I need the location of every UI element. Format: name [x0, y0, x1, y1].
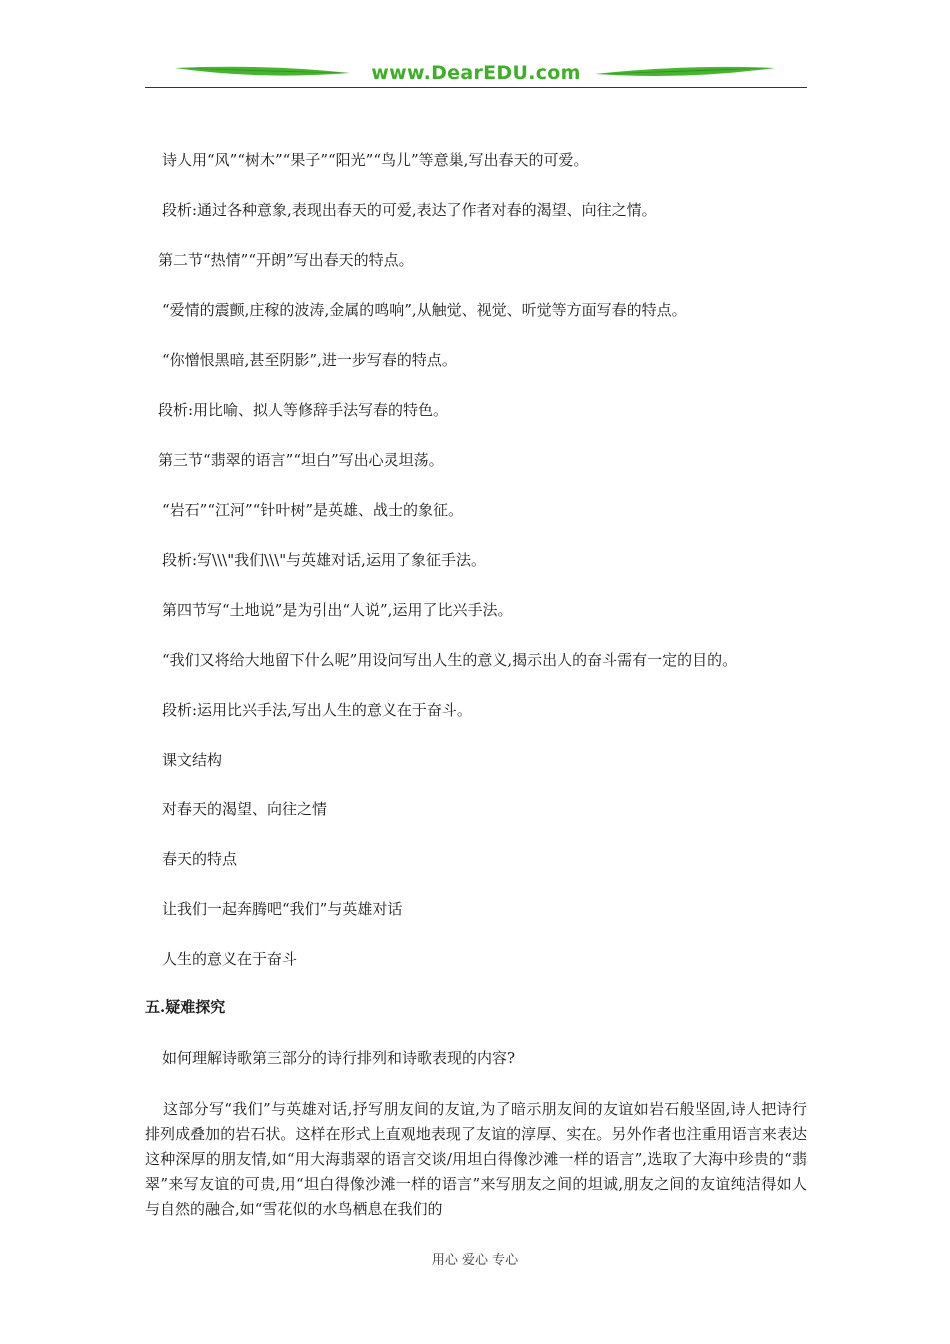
question-text: 如何理解诗歌第三部分的诗行排列和诗歌表现的内容?	[162, 1049, 516, 1067]
text-line: 段析:运用比兴手法,写出人生的意义在于奋斗。	[162, 701, 472, 719]
text-line: “你憎恨黑暗,甚至阴影”,进一步写春的特点。	[162, 351, 457, 369]
text-line: 段析:写\\\"我们\\\"与英雄对话,运用了象征手法。	[162, 551, 486, 569]
body-paragraph: 这部分写“我们”与英雄对话,抒写朋友间的友谊,为了暗示朋友间的友谊如岩石般坚固,诗人把诗行排列成叠加的岩石状。这样在形式上直观地表现了友谊的淳厚、实在。另外作者也注重用语言来表达这种深厚的朋友情,如“用大海翡翠的语言交谈/用坦白得像沙滩一样的语言”,选取了大海中珍贵的“翡翠”来写友谊的可贵,用“坦白得像沙滩一样的语言”来写朋友之间的坦诚,朋友之间的友谊纯洁得如人与自然的融合,如“雪花似的水鸟栖息在我们的	[145, 1100, 807, 1218]
text-line: 第二节“热情”“开朗”写出春天的特点。	[158, 251, 414, 269]
section-heading: 五.疑难探究	[145, 998, 226, 1016]
text-line: 第三节“翡翠的语言”“坦白”写出心灵坦荡。	[158, 451, 444, 469]
page-footer: 用心 爱心 专心	[431, 1253, 519, 1268]
text-line: 让我们一起奔腾吧“我们”与英雄对话	[162, 900, 403, 918]
text-line: 人生的意义在于奋斗	[162, 950, 298, 968]
text-line: 对春天的渴望、向往之情	[162, 800, 328, 818]
text-line: 春天的特点	[162, 850, 238, 868]
text-line: 段析:用比喻、拟人等修辞手法写春的特色。	[158, 401, 449, 419]
text-line: 段析:通过各种意象,表现出春天的可爱,表达了作者对春的渴望、向往之情。	[162, 201, 657, 219]
text-line: 第四节写“土地说”是为引出“人说”,运用了比兴手法。	[162, 601, 513, 619]
text-line: “岩石”“江河”“针叶树”是英雄、战士的象征。	[162, 501, 464, 519]
text-line: “我们又将给大地留下什么呢”用设问写出人生的意义,揭示出人的奋斗需有一定的目的。	[162, 651, 738, 669]
text-line: 课文结构	[162, 751, 223, 769]
text-line: 诗人用“风”“树木”“果子”“阳光”“鸟儿”等意巢,写出春天的可爱。	[162, 151, 589, 169]
site-url[interactable]: www.DearEDU.com	[371, 62, 581, 84]
text-line: “爱情的震颤,庄稼的波涛,金属的鸣响”,从触觉、视觉、听觉等方面写春的特点。	[162, 301, 687, 319]
site-header-banner	[145, 58, 807, 90]
header-divider	[145, 87, 807, 88]
